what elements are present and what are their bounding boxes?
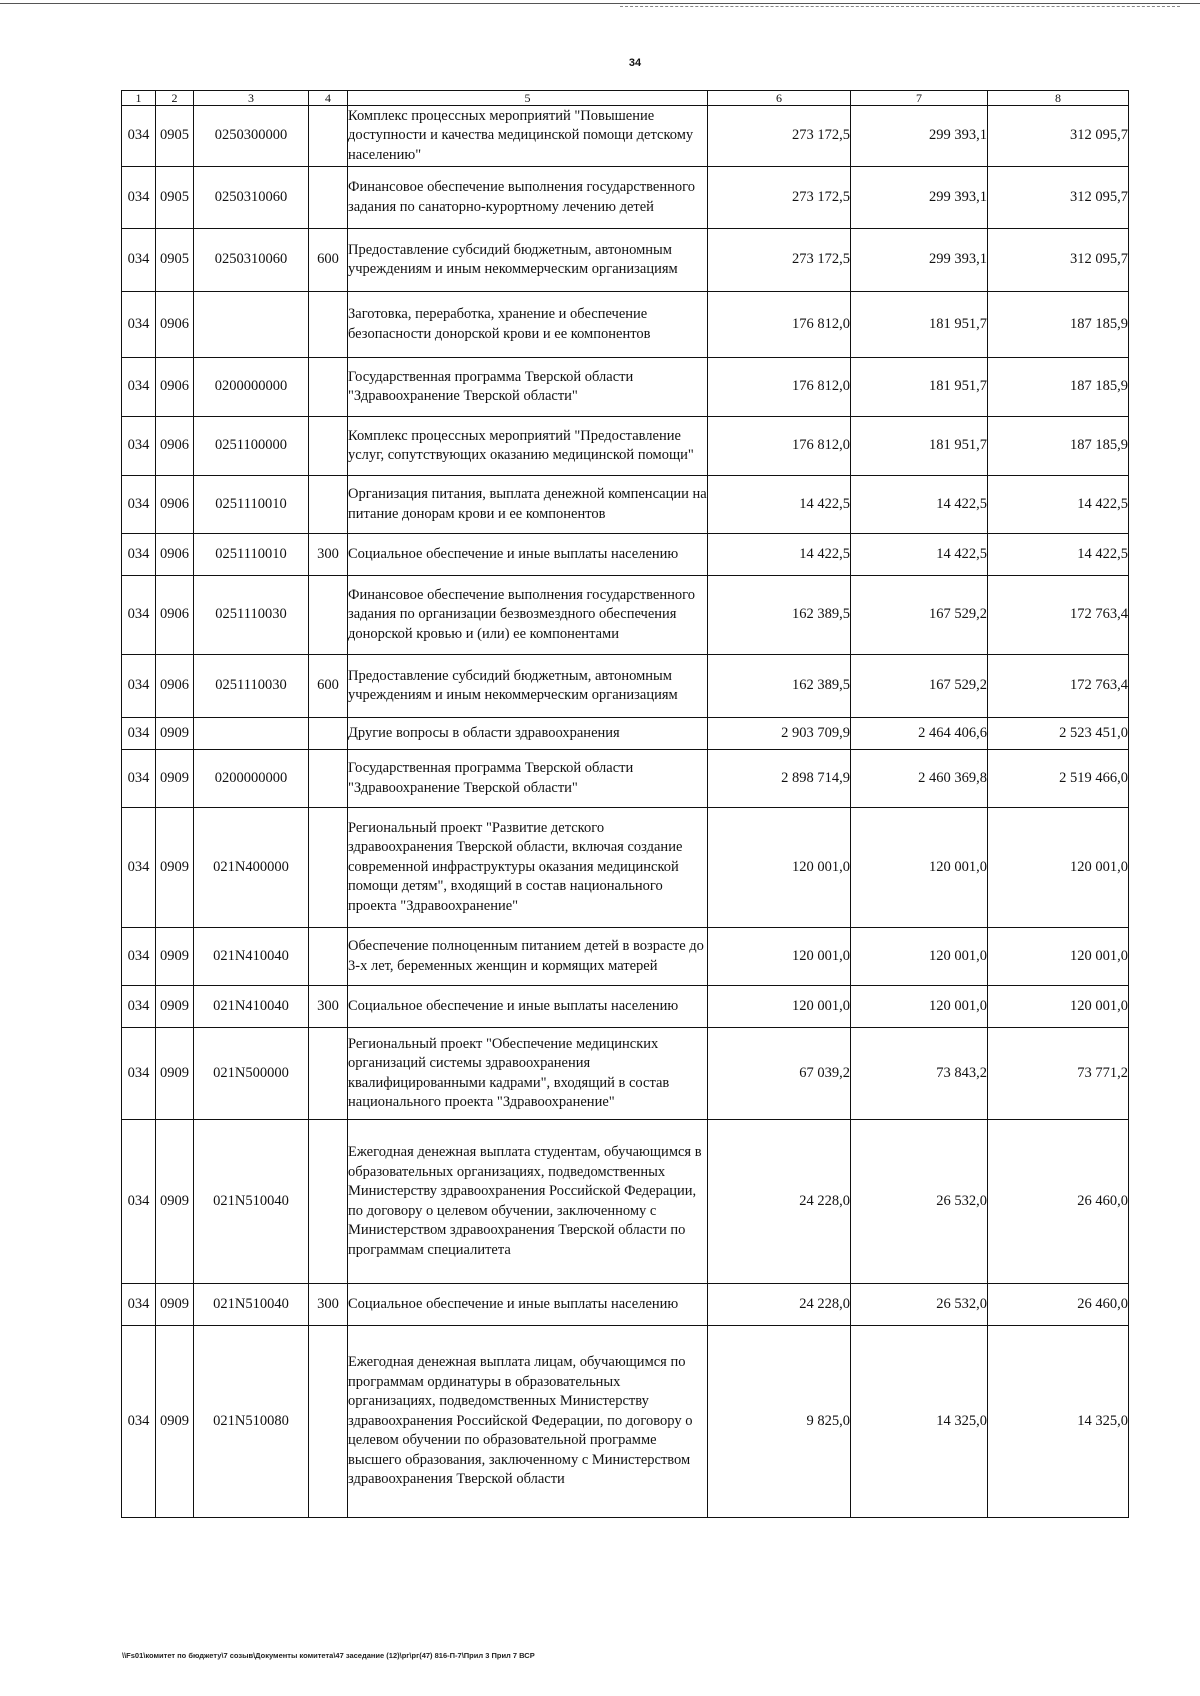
- amount-year3-cell: 187 185,9: [988, 417, 1129, 476]
- amount-year2-cell: 181 951,7: [851, 358, 988, 417]
- amount-year3-cell: 26 460,0: [988, 1120, 1129, 1284]
- channel-code-cell: 034: [122, 1028, 156, 1120]
- table-row: [122, 292, 1129, 358]
- item-name-cell: Обеспечение полноценным питанием детей в возрасте до 3-х лет, беременных женщин и кормящих матерей: [348, 928, 708, 986]
- expense-type-cell: [309, 1326, 348, 1518]
- amount-year1-cell: 67 039,2: [708, 1028, 851, 1120]
- amount-year1-cell: 176 812,0: [708, 358, 851, 417]
- target-article-cell: 0250310060: [194, 167, 309, 229]
- expense-type-cell: [309, 417, 348, 476]
- section-code-cell: 0906: [156, 358, 194, 417]
- section-code-cell: 0905: [156, 106, 194, 167]
- table-row: [122, 655, 1129, 718]
- target-article-cell: 021N510040: [194, 1120, 309, 1284]
- item-name-cell: Другие вопросы в области здравоохранения: [348, 718, 708, 750]
- amount-year2-cell: 299 393,1: [851, 167, 988, 229]
- table-row: [122, 476, 1129, 534]
- item-name-cell: Региональный проект "Обеспечение медицинских организаций системы здравоохранения квалифицированными кадрами", входящий в состав национального проекта "Здравоохранение": [348, 1028, 708, 1120]
- amount-year3-cell: 14 422,5: [988, 476, 1129, 534]
- table-row: [122, 928, 1129, 986]
- section-code-cell: 0906: [156, 534, 194, 576]
- channel-code-cell: 034: [122, 1120, 156, 1284]
- channel-code-cell: 034: [122, 476, 156, 534]
- amount-year1-cell: 176 812,0: [708, 417, 851, 476]
- channel-code-cell: 034: [122, 358, 156, 417]
- expense-type-cell: 300: [309, 534, 348, 576]
- table-row: [122, 534, 1129, 576]
- amount-year1-cell: 120 001,0: [708, 928, 851, 986]
- expense-type-cell: [309, 476, 348, 534]
- channel-code-cell: 034: [122, 655, 156, 718]
- amount-year1-cell: 273 172,5: [708, 106, 851, 167]
- target-article-cell: 021N510080: [194, 1326, 309, 1518]
- amount-year3-cell: 172 763,4: [988, 576, 1129, 655]
- target-article-cell: 0251110030: [194, 655, 309, 718]
- section-code-cell: 0909: [156, 928, 194, 986]
- table-row: [122, 358, 1129, 417]
- expense-type-cell: 600: [309, 229, 348, 292]
- item-name-cell: Финансовое обеспечение выполнения государственного задания по санаторно-курортному лечению детей: [348, 167, 708, 229]
- section-code-cell: 0909: [156, 1326, 194, 1518]
- amount-year1-cell: 120 001,0: [708, 808, 851, 928]
- target-article-cell: 0251110010: [194, 534, 309, 576]
- amount-year3-cell: 187 185,9: [988, 358, 1129, 417]
- target-article-cell: 0200000000: [194, 358, 309, 417]
- section-code-cell: 0909: [156, 808, 194, 928]
- amount-year1-cell: 2 898 714,9: [708, 750, 851, 808]
- column-header: 1: [122, 91, 156, 106]
- amount-year3-cell: 172 763,4: [988, 655, 1129, 718]
- item-name-cell: Организация питания, выплата денежной компенсации на питание донорам крови и ее компонентов: [348, 476, 708, 534]
- amount-year3-cell: 26 460,0: [988, 1284, 1129, 1326]
- item-name-cell: Региональный проект "Развитие детского здравоохранения Тверской области, включая создание современной инфраструктуры оказания медицинской помощи детям", входящий в состав национального проекта "Здравоохранение": [348, 808, 708, 928]
- table-row: [122, 576, 1129, 655]
- expense-type-cell: [309, 106, 348, 167]
- table-row: [122, 1028, 1129, 1120]
- table-row: [122, 1120, 1129, 1284]
- target-article-cell: 021N410040: [194, 928, 309, 986]
- channel-code-cell: 034: [122, 229, 156, 292]
- channel-code-cell: 034: [122, 928, 156, 986]
- table-row: [122, 808, 1129, 928]
- amount-year3-cell: 14 422,5: [988, 534, 1129, 576]
- amount-year2-cell: 14 422,5: [851, 476, 988, 534]
- channel-code-cell: 034: [122, 417, 156, 476]
- amount-year1-cell: 24 228,0: [708, 1284, 851, 1326]
- target-article-cell: 021N410040: [194, 986, 309, 1028]
- section-code-cell: 0905: [156, 229, 194, 292]
- table-row: [122, 106, 1129, 167]
- amount-year2-cell: 2 460 369,8: [851, 750, 988, 808]
- amount-year1-cell: 9 825,0: [708, 1326, 851, 1518]
- section-code-cell: 0906: [156, 417, 194, 476]
- channel-code-cell: 034: [122, 718, 156, 750]
- channel-code-cell: 034: [122, 576, 156, 655]
- column-header: 4: [309, 91, 348, 106]
- channel-code-cell: 034: [122, 534, 156, 576]
- amount-year2-cell: 26 532,0: [851, 1120, 988, 1284]
- column-header: 5: [348, 91, 708, 106]
- table-row: [122, 1284, 1129, 1326]
- scan-edge-line: [0, 3, 1200, 4]
- amount-year2-cell: 2 464 406,6: [851, 718, 988, 750]
- channel-code-cell: 034: [122, 1284, 156, 1326]
- target-article-cell: 0251110030: [194, 576, 309, 655]
- channel-code-cell: 034: [122, 1326, 156, 1518]
- column-header: 3: [194, 91, 309, 106]
- amount-year3-cell: 120 001,0: [988, 986, 1129, 1028]
- amount-year2-cell: 14 325,0: [851, 1326, 988, 1518]
- target-article-cell: 0251110010: [194, 476, 309, 534]
- table-body: [122, 106, 1129, 1518]
- channel-code-cell: 034: [122, 106, 156, 167]
- amount-year2-cell: 26 532,0: [851, 1284, 988, 1326]
- section-code-cell: 0906: [156, 476, 194, 534]
- amount-year2-cell: 120 001,0: [851, 808, 988, 928]
- amount-year1-cell: 273 172,5: [708, 229, 851, 292]
- table-row: [122, 229, 1129, 292]
- column-header: 2: [156, 91, 194, 106]
- section-code-cell: 0905: [156, 167, 194, 229]
- channel-code-cell: 034: [122, 292, 156, 358]
- table-row: [122, 1326, 1129, 1518]
- table-row: [122, 167, 1129, 229]
- channel-code-cell: 034: [122, 750, 156, 808]
- amount-year1-cell: 120 001,0: [708, 986, 851, 1028]
- target-article-cell: 0251100000: [194, 417, 309, 476]
- amount-year3-cell: 2 523 451,0: [988, 718, 1129, 750]
- amount-year3-cell: 312 095,7: [988, 167, 1129, 229]
- budget-table: [121, 90, 1129, 1518]
- scan-edge-line-dashed: [620, 6, 1180, 7]
- expense-type-cell: [309, 1120, 348, 1284]
- item-name-cell: Государственная программа Тверской области "Здравоохранение Тверской области": [348, 750, 708, 808]
- amount-year3-cell: 187 185,9: [988, 292, 1129, 358]
- table-row: [122, 750, 1129, 808]
- amount-year2-cell: 181 951,7: [851, 417, 988, 476]
- column-header: 6: [708, 91, 851, 106]
- amount-year1-cell: 14 422,5: [708, 534, 851, 576]
- expense-type-cell: [309, 718, 348, 750]
- item-name-cell: Заготовка, переработка, хранение и обеспечение безопасности донорской крови и ее компонентов: [348, 292, 708, 358]
- amount-year3-cell: 73 771,2: [988, 1028, 1129, 1120]
- amount-year1-cell: 24 228,0: [708, 1120, 851, 1284]
- expense-type-cell: [309, 292, 348, 358]
- expense-type-cell: 300: [309, 986, 348, 1028]
- section-code-cell: 0909: [156, 718, 194, 750]
- item-name-cell: Финансовое обеспечение выполнения государственного задания по организации безвозмездного обеспечения донорской кровью и (или) ее компонентами: [348, 576, 708, 655]
- amount-year2-cell: 181 951,7: [851, 292, 988, 358]
- channel-code-cell: 034: [122, 808, 156, 928]
- expense-type-cell: 600: [309, 655, 348, 718]
- amount-year2-cell: 14 422,5: [851, 534, 988, 576]
- section-code-cell: 0909: [156, 1284, 194, 1326]
- amount-year1-cell: 162 389,5: [708, 576, 851, 655]
- amount-year1-cell: 273 172,5: [708, 167, 851, 229]
- item-name-cell: Предоставление субсидий бюджетным, автономным учреждениям и иным некоммерческим организациям: [348, 229, 708, 292]
- amount-year2-cell: 167 529,2: [851, 576, 988, 655]
- item-name-cell: Предоставление субсидий бюджетным, автономным учреждениям и иным некоммерческим организациям: [348, 655, 708, 718]
- amount-year3-cell: 312 095,7: [988, 106, 1129, 167]
- expense-type-cell: [309, 928, 348, 986]
- target-article-cell: 021N510040: [194, 1284, 309, 1326]
- table-header-row: [122, 91, 1129, 106]
- table-row: [122, 417, 1129, 476]
- amount-year3-cell: 312 095,7: [988, 229, 1129, 292]
- item-name-cell: Социальное обеспечение и иные выплаты населению: [348, 534, 708, 576]
- amount-year1-cell: 2 903 709,9: [708, 718, 851, 750]
- amount-year2-cell: 73 843,2: [851, 1028, 988, 1120]
- table-row: [122, 718, 1129, 750]
- target-article-cell: 0250310060: [194, 229, 309, 292]
- amount-year1-cell: 14 422,5: [708, 476, 851, 534]
- expense-type-cell: [309, 1028, 348, 1120]
- amount-year3-cell: 120 001,0: [988, 808, 1129, 928]
- expense-type-cell: [309, 750, 348, 808]
- expense-type-cell: 300: [309, 1284, 348, 1326]
- section-code-cell: 0906: [156, 576, 194, 655]
- item-name-cell: Ежегодная денежная выплата лицам, обучающимся по программам ординатуры в образовательных организациях, подведомственных Министерству здравоохранения Российской Федерации, по договору о целевом обучении по образовательной программе высшего образования, заключенному с Министерством здравоохранения Тверской области: [348, 1326, 708, 1518]
- target-article-cell: [194, 718, 309, 750]
- column-header: 8: [988, 91, 1129, 106]
- page-number: 34: [628, 57, 642, 69]
- expense-type-cell: [309, 808, 348, 928]
- item-name-cell: Социальное обеспечение и иные выплаты населению: [348, 986, 708, 1028]
- amount-year2-cell: 120 001,0: [851, 928, 988, 986]
- file-path-footer: \\Fs01\комитет по бюджету\7 созыв\Документы комитета\47 заседание (12)\рг\рг(47) 816-П-7\Прил 3 Прил 7 ВСР: [122, 1651, 535, 1660]
- amount-year2-cell: 167 529,2: [851, 655, 988, 718]
- amount-year2-cell: 120 001,0: [851, 986, 988, 1028]
- expense-type-cell: [309, 576, 348, 655]
- target-article-cell: 021N400000: [194, 808, 309, 928]
- channel-code-cell: 034: [122, 986, 156, 1028]
- expense-type-cell: [309, 358, 348, 417]
- amount-year2-cell: 299 393,1: [851, 229, 988, 292]
- item-name-cell: Комплекс процессных мероприятий "Повышение доступности и качества медицинской помощи детскому населению": [348, 106, 708, 167]
- section-code-cell: 0906: [156, 655, 194, 718]
- amount-year1-cell: 176 812,0: [708, 292, 851, 358]
- channel-code-cell: 034: [122, 167, 156, 229]
- expense-type-cell: [309, 167, 348, 229]
- target-article-cell: 0200000000: [194, 750, 309, 808]
- target-article-cell: [194, 292, 309, 358]
- section-code-cell: 0909: [156, 1120, 194, 1284]
- amount-year3-cell: 2 519 466,0: [988, 750, 1129, 808]
- target-article-cell: 021N500000: [194, 1028, 309, 1120]
- section-code-cell: 0909: [156, 986, 194, 1028]
- item-name-cell: Ежегодная денежная выплата студентам, обучающимся в образовательных организациях, подведомственных Министерству здравоохранения Российской Федерации, по договору о целевом обучении, заключенному с Министерством здравоохранения Тверской области по программам специалитета: [348, 1120, 708, 1284]
- target-article-cell: 0250300000: [194, 106, 309, 167]
- item-name-cell: Социальное обеспечение и иные выплаты населению: [348, 1284, 708, 1326]
- section-code-cell: 0909: [156, 750, 194, 808]
- table-row: [122, 986, 1129, 1028]
- section-code-cell: 0906: [156, 292, 194, 358]
- amount-year2-cell: 299 393,1: [851, 106, 988, 167]
- item-name-cell: Государственная программа Тверской области "Здравоохранение Тверской области": [348, 358, 708, 417]
- amount-year3-cell: 120 001,0: [988, 928, 1129, 986]
- column-header: 7: [851, 91, 988, 106]
- amount-year3-cell: 14 325,0: [988, 1326, 1129, 1518]
- section-code-cell: 0909: [156, 1028, 194, 1120]
- amount-year1-cell: 162 389,5: [708, 655, 851, 718]
- item-name-cell: Комплекс процессных мероприятий "Предоставление услуг, сопутствующих оказанию медицинской помощи": [348, 417, 708, 476]
